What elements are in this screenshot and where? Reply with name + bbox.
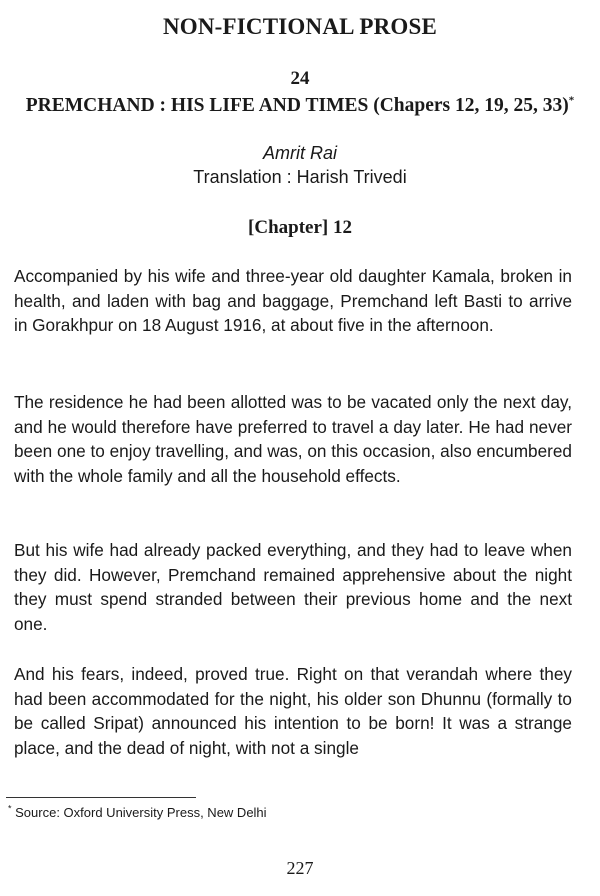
footnote-marker: * <box>8 803 12 814</box>
work-title-text: PREMCHAND : HIS LIFE AND TIMES (Chapers 12, 19, 25, 33) <box>25 95 569 116</box>
footnote-divider <box>6 797 196 798</box>
author-name: Amrit Rai <box>262 143 337 163</box>
chapter-number: 24 <box>290 68 310 89</box>
paragraph: And his fears, indeed, proved true. Right on that verandah where they had been accommodated for the night, his older son Dhunnu (formally to be called Sripat) announced his intention to be born! It was a strange place, and the dead of night, with not a single <box>14 664 572 758</box>
paragraph: Accompanied by his wife and three-year old daughter Kamala, broken in health, and laden with bag and baggage, Premchand left Basti to arrive in Gorakhpur on 18 August 1916, at about five in the afternoon. <box>14 266 572 335</box>
chapter-heading: [Chapter] 12 <box>248 217 352 238</box>
work-title <box>22 93 578 118</box>
translator-credit: Translation : Harish Trivedi <box>193 167 407 187</box>
footnote-text: Source: Oxford University Press, New Delhi <box>15 805 267 820</box>
footnote <box>8 805 568 820</box>
section-title: NON-FICTIONAL PROSE <box>162 14 438 39</box>
work-title-footnote-marker: * <box>568 94 575 107</box>
page-number: 227 <box>286 858 314 878</box>
paragraph: But his wife had already packed everything, and they had to leave when they did. However, Premchand remained apprehensive about the night they must spend stranded between their previous home and the next one. <box>14 540 572 634</box>
paragraph: The residence he had been allotted was to be vacated only the next day, and he would therefore have preferred to travel a day later. He had never been one to enjoy travelling, and was, on this occasion, also encumbered with the whole family and all the household effects. <box>14 392 572 486</box>
